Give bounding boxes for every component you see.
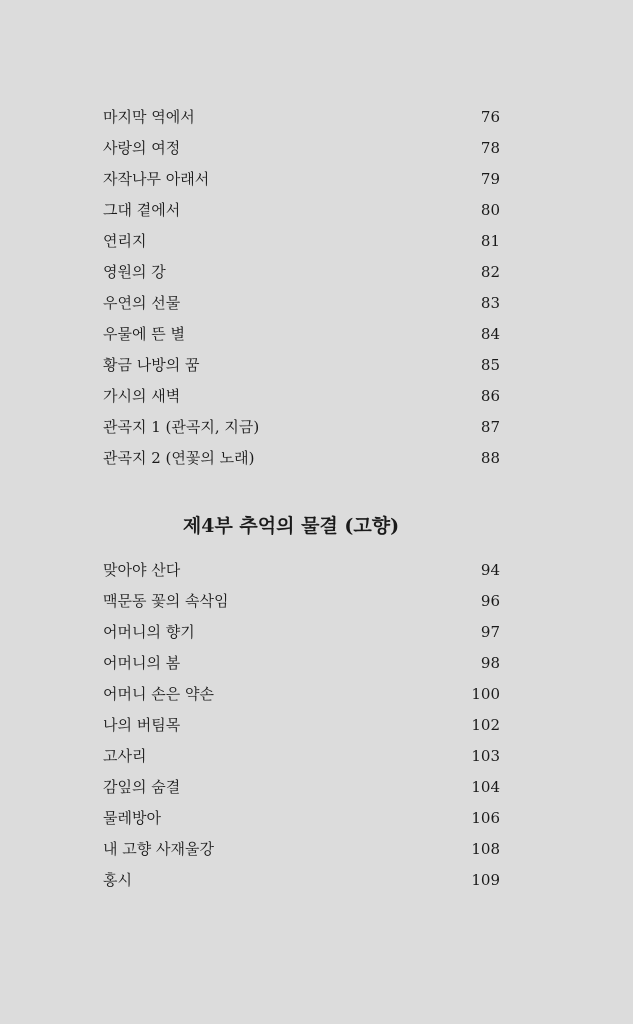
toc-entry-page: 84	[480, 325, 500, 343]
toc-entry-page: 100	[471, 685, 500, 703]
toc-entry-page: 102	[471, 716, 500, 734]
toc-entry-page: 83	[480, 294, 500, 312]
toc-entry	[103, 257, 503, 288]
toc-entry	[103, 164, 503, 195]
toc-entry	[103, 350, 503, 381]
toc-part4-list	[103, 555, 503, 896]
toc-entry-page: 106	[471, 809, 500, 827]
toc-entry	[103, 710, 503, 741]
toc-entry	[103, 803, 503, 834]
toc-entry-title: 우물에 뜬 별	[103, 325, 185, 343]
toc-entry	[103, 586, 503, 617]
toc-entry-page: 97	[480, 623, 500, 641]
toc-entry-title: 내 고향 사재울강	[103, 840, 214, 858]
toc-entry-title: 어머니의 향기	[103, 623, 195, 641]
toc-entry-page: 98	[480, 654, 500, 672]
toc-entry-title: 관곡지 2 (연꽃의 노래)	[103, 449, 255, 467]
toc-entry-page: 82	[480, 263, 500, 281]
toc-entry-title: 마지막 역에서	[103, 108, 195, 126]
toc-entry	[103, 772, 503, 803]
toc-entry-title: 황금 나방의 꿈	[103, 356, 200, 374]
toc-entry	[103, 741, 503, 772]
toc-entry	[103, 555, 503, 586]
toc-entry	[103, 834, 503, 865]
toc-part3-list	[103, 102, 503, 474]
toc-entry-page: 104	[471, 778, 500, 796]
toc-entry-page: 96	[480, 592, 500, 610]
toc-entry-page: 103	[471, 747, 500, 765]
toc-entry-title: 연리지	[103, 232, 147, 250]
toc-entry-title: 맥문동 꽃의 속삭임	[103, 592, 229, 610]
toc-entry-page: 76	[480, 108, 500, 126]
toc-entry-title: 맞아야 산다	[103, 561, 181, 579]
toc-entry-title: 우연의 선물	[103, 294, 181, 312]
toc-entry-page: 108	[471, 840, 500, 858]
toc-entry-page: 79	[480, 170, 500, 188]
toc-entry-page: 94	[480, 561, 500, 579]
toc-entry	[103, 226, 503, 257]
toc-entry-title: 그대 곁에서	[103, 201, 181, 219]
toc-entry	[103, 319, 503, 350]
toc-entry	[103, 443, 503, 474]
toc-entry	[103, 412, 503, 443]
toc-entry-title: 관곡지 1 (관곡지, 지금)	[103, 418, 260, 436]
toc-entry-title: 어머니 손은 약손	[103, 685, 214, 703]
toc-entry-title: 어머니의 봄	[103, 654, 181, 672]
toc-entry-title: 고사리	[103, 747, 147, 765]
toc-entry	[103, 288, 503, 319]
toc-entry-title: 가시의 새벽	[103, 387, 181, 405]
toc-entry-title: 영원의 강	[103, 263, 166, 281]
toc-entry	[103, 195, 503, 226]
toc-entry-page: 80	[480, 201, 500, 219]
toc-entry-page: 78	[480, 139, 500, 157]
toc-entry-page: 85	[480, 356, 500, 374]
toc-entry-page: 86	[480, 387, 500, 405]
toc-entry	[103, 133, 503, 164]
toc-entry-title: 자작나무 아래서	[103, 170, 210, 188]
toc-entry-page: 109	[471, 871, 500, 889]
toc-entry-page: 88	[480, 449, 500, 467]
toc-entry-title: 사랑의 여정	[103, 139, 181, 157]
toc-entry-title: 나의 버팀목	[103, 716, 181, 734]
toc-entry-page: 87	[480, 418, 500, 436]
toc-entry-title: 홍시	[103, 871, 132, 889]
toc-entry-title: 물레방아	[103, 809, 161, 827]
toc-entry	[103, 648, 503, 679]
toc-entry-page: 81	[480, 232, 500, 250]
toc-entry	[103, 617, 503, 648]
toc-entry	[103, 679, 503, 710]
table-of-contents	[103, 102, 503, 896]
toc-entry	[103, 102, 503, 133]
toc-entry-title: 감잎의 숨결	[103, 778, 181, 796]
part4-heading: 제4부 추억의 물결 (고향)	[182, 515, 400, 537]
toc-entry	[103, 381, 503, 412]
toc-entry	[103, 865, 503, 896]
